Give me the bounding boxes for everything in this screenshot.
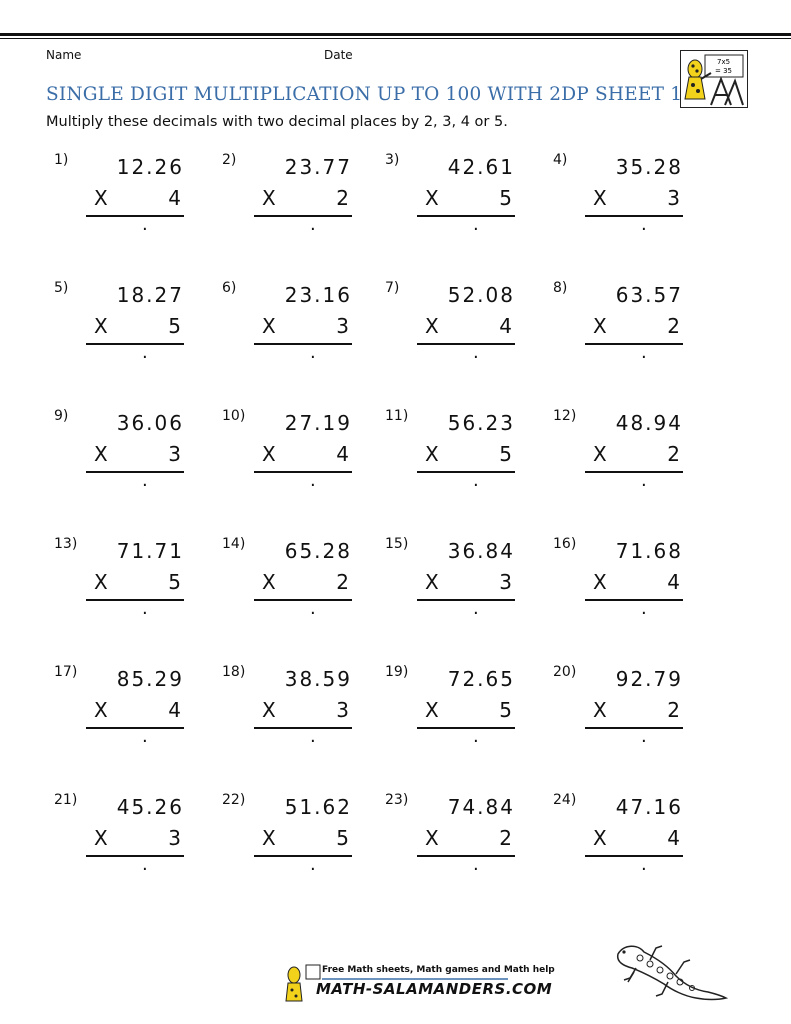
question-number: 2) (222, 152, 237, 168)
multiplier: 4 (667, 570, 680, 594)
answer-decimal-point[interactable]: . (310, 726, 316, 747)
question-item (222, 280, 382, 380)
multiply-sign: X (262, 314, 276, 338)
answer-decimal-point[interactable]: . (641, 854, 647, 875)
answer-line (417, 599, 515, 601)
multiplicand: 71.68 (615, 539, 683, 563)
svg-text:7x5: 7x5 (717, 58, 731, 66)
footer-tagline: Free Math sheets, Math games and Math help (322, 965, 555, 975)
question-number: 22) (222, 792, 246, 808)
question-item (553, 664, 713, 764)
question-item (222, 152, 382, 252)
answer-decimal-point[interactable]: . (310, 470, 316, 491)
question-item (385, 536, 545, 636)
multiplicand: 38.59 (284, 667, 352, 691)
question-number: 7) (385, 280, 400, 296)
answer-line (86, 215, 184, 217)
multiply-sign: X (94, 826, 108, 850)
multiply-sign: X (425, 186, 439, 210)
multiplier: 5 (499, 442, 512, 466)
multiplicand: 27.19 (284, 411, 352, 435)
question-item (54, 408, 214, 508)
answer-line (417, 727, 515, 729)
answer-line (254, 727, 352, 729)
multiplicand: 23.77 (284, 155, 352, 179)
question-item (222, 536, 382, 636)
question-item (54, 792, 214, 892)
answer-decimal-point[interactable]: . (142, 726, 148, 747)
multiplicand: 12.26 (116, 155, 184, 179)
multiplier: 3 (168, 826, 181, 850)
multiply-sign: X (94, 186, 108, 210)
multiplier: 4 (667, 826, 680, 850)
multiply-sign: X (262, 698, 276, 722)
multiply-sign: X (425, 698, 439, 722)
question-item (553, 280, 713, 380)
multiplicand: 65.28 (284, 539, 352, 563)
multiplier: 2 (667, 314, 680, 338)
answer-line (585, 855, 683, 857)
footer-site[interactable]: MATH-SALAMANDERS.COM (316, 980, 553, 998)
answer-decimal-point[interactable]: . (641, 726, 647, 747)
question-number: 3) (385, 152, 400, 168)
multiply-sign: X (425, 570, 439, 594)
multiplier: 4 (499, 314, 512, 338)
salamander-teacher-icon (680, 50, 748, 108)
multiplier: 2 (499, 826, 512, 850)
answer-decimal-point[interactable]: . (641, 214, 647, 235)
answer-line (254, 599, 352, 601)
question-item (222, 408, 382, 508)
question-number: 8) (553, 280, 568, 296)
multiplicand: 18.27 (116, 283, 184, 307)
question-item (222, 664, 382, 764)
multiplicand: 45.26 (116, 795, 184, 819)
answer-line (254, 343, 352, 345)
question-number: 11) (385, 408, 409, 424)
question-item (553, 792, 713, 892)
multiplier: 5 (499, 186, 512, 210)
multiply-sign: X (94, 442, 108, 466)
multiplicand: 63.57 (615, 283, 683, 307)
answer-decimal-point[interactable]: . (310, 214, 316, 235)
answer-decimal-point[interactable]: . (641, 470, 647, 491)
answer-decimal-point[interactable]: . (473, 342, 479, 363)
multiplier: 3 (667, 186, 680, 210)
answer-decimal-point[interactable]: . (310, 342, 316, 363)
multiplicand: 74.84 (447, 795, 515, 819)
question-number: 16) (553, 536, 577, 552)
question-number: 4) (553, 152, 568, 168)
answer-decimal-point[interactable]: . (310, 854, 316, 875)
multiply-sign: X (593, 186, 607, 210)
answer-decimal-point[interactable]: . (473, 214, 479, 235)
answer-line (254, 855, 352, 857)
answer-decimal-point[interactable]: . (142, 214, 148, 235)
answer-decimal-point[interactable]: . (473, 598, 479, 619)
question-number: 14) (222, 536, 246, 552)
multiplier: 4 (336, 442, 349, 466)
multiply-sign: X (593, 826, 607, 850)
question-item (222, 792, 382, 892)
question-item (54, 536, 214, 636)
multiply-sign: X (262, 570, 276, 594)
multiplier: 5 (336, 826, 349, 850)
answer-decimal-point[interactable]: . (142, 854, 148, 875)
multiplier: 3 (499, 570, 512, 594)
multiplicand: 85.29 (116, 667, 184, 691)
answer-line (417, 343, 515, 345)
multiply-sign: X (94, 570, 108, 594)
multiply-sign: X (425, 826, 439, 850)
multiply-sign: X (425, 314, 439, 338)
answer-line (585, 599, 683, 601)
multiply-sign: X (262, 186, 276, 210)
multiplier: 4 (168, 698, 181, 722)
answer-decimal-point[interactable]: . (641, 342, 647, 363)
top-border-line-thin (0, 38, 791, 39)
worksheet-title: SINGLE DIGIT MULTIPLICATION UP TO 100 WITH 2DP SHEET 1 (46, 84, 683, 105)
multiplier: 4 (168, 186, 181, 210)
multiplier: 2 (336, 186, 349, 210)
question-number: 12) (553, 408, 577, 424)
question-number: 13) (54, 536, 78, 552)
question-number: 20) (553, 664, 577, 680)
multiplier: 5 (499, 698, 512, 722)
question-number: 5) (54, 280, 69, 296)
answer-line (417, 215, 515, 217)
question-number: 9) (54, 408, 69, 424)
multiplier: 3 (168, 442, 181, 466)
question-item (385, 664, 545, 764)
multiply-sign: X (593, 442, 607, 466)
answer-decimal-point[interactable]: . (142, 342, 148, 363)
question-number: 17) (54, 664, 78, 680)
answer-decimal-point[interactable]: . (473, 854, 479, 875)
multiply-sign: X (262, 442, 276, 466)
multiplier: 2 (667, 698, 680, 722)
multiplicand: 56.23 (447, 411, 515, 435)
question-item (553, 408, 713, 508)
question-number: 1) (54, 152, 69, 168)
question-number: 6) (222, 280, 237, 296)
answer-decimal-point[interactable]: . (641, 598, 647, 619)
multiply-sign: X (262, 826, 276, 850)
question-number: 19) (385, 664, 409, 680)
answer-line (86, 471, 184, 473)
multiply-sign: X (593, 698, 607, 722)
question-number: 24) (553, 792, 577, 808)
multiplicand: 36.06 (116, 411, 184, 435)
answer-line (585, 471, 683, 473)
multiplicand: 51.62 (284, 795, 352, 819)
worksheet-instructions: Multiply these decimals with two decimal places by 2, 3, 4 or 5. (46, 114, 508, 130)
multiply-sign: X (593, 314, 607, 338)
answer-line (585, 727, 683, 729)
question-item (553, 536, 713, 636)
question-number: 15) (385, 536, 409, 552)
question-number: 18) (222, 664, 246, 680)
answer-decimal-point[interactable]: . (142, 598, 148, 619)
question-item (54, 280, 214, 380)
question-item (385, 280, 545, 380)
question-item (553, 152, 713, 252)
question-item (54, 664, 214, 764)
answer-line (585, 343, 683, 345)
answer-line (86, 343, 184, 345)
question-item (385, 152, 545, 252)
answer-line (86, 599, 184, 601)
question-item (385, 408, 545, 508)
answer-decimal-point[interactable]: . (310, 598, 316, 619)
multiplicand: 92.79 (615, 667, 683, 691)
multiplier: 2 (667, 442, 680, 466)
svg-text:= 35: = 35 (715, 67, 732, 75)
multiplier: 3 (336, 698, 349, 722)
top-border-line (0, 33, 791, 36)
date-label: Date (324, 48, 353, 62)
answer-line (254, 215, 352, 217)
multiply-sign: X (593, 570, 607, 594)
answer-line (417, 855, 515, 857)
multiplicand: 71.71 (116, 539, 184, 563)
multiply-sign: X (94, 314, 108, 338)
answer-line (86, 727, 184, 729)
multiplicand: 72.65 (447, 667, 515, 691)
multiplicand: 23.16 (284, 283, 352, 307)
multiplicand: 48.94 (615, 411, 683, 435)
question-item (54, 152, 214, 252)
answer-decimal-point[interactable]: . (473, 470, 479, 491)
salamander-icon (610, 938, 730, 1008)
multiplicand: 36.84 (447, 539, 515, 563)
answer-line (86, 855, 184, 857)
multiplier: 3 (336, 314, 349, 338)
question-number: 10) (222, 408, 246, 424)
answer-line (417, 471, 515, 473)
answer-decimal-point[interactable]: . (142, 470, 148, 491)
multiply-sign: X (425, 442, 439, 466)
multiplier: 5 (168, 314, 181, 338)
multiplicand: 47.16 (615, 795, 683, 819)
question-number: 23) (385, 792, 409, 808)
multiplicand: 35.28 (615, 155, 683, 179)
answer-decimal-point[interactable]: . (473, 726, 479, 747)
question-number: 21) (54, 792, 78, 808)
multiplier: 5 (168, 570, 181, 594)
question-item (385, 792, 545, 892)
multiplicand: 52.08 (447, 283, 515, 307)
multiply-sign: X (94, 698, 108, 722)
multiplicand: 42.61 (447, 155, 515, 179)
multiplier: 2 (336, 570, 349, 594)
answer-line (585, 215, 683, 217)
answer-line (254, 471, 352, 473)
name-label: Name (46, 48, 82, 62)
